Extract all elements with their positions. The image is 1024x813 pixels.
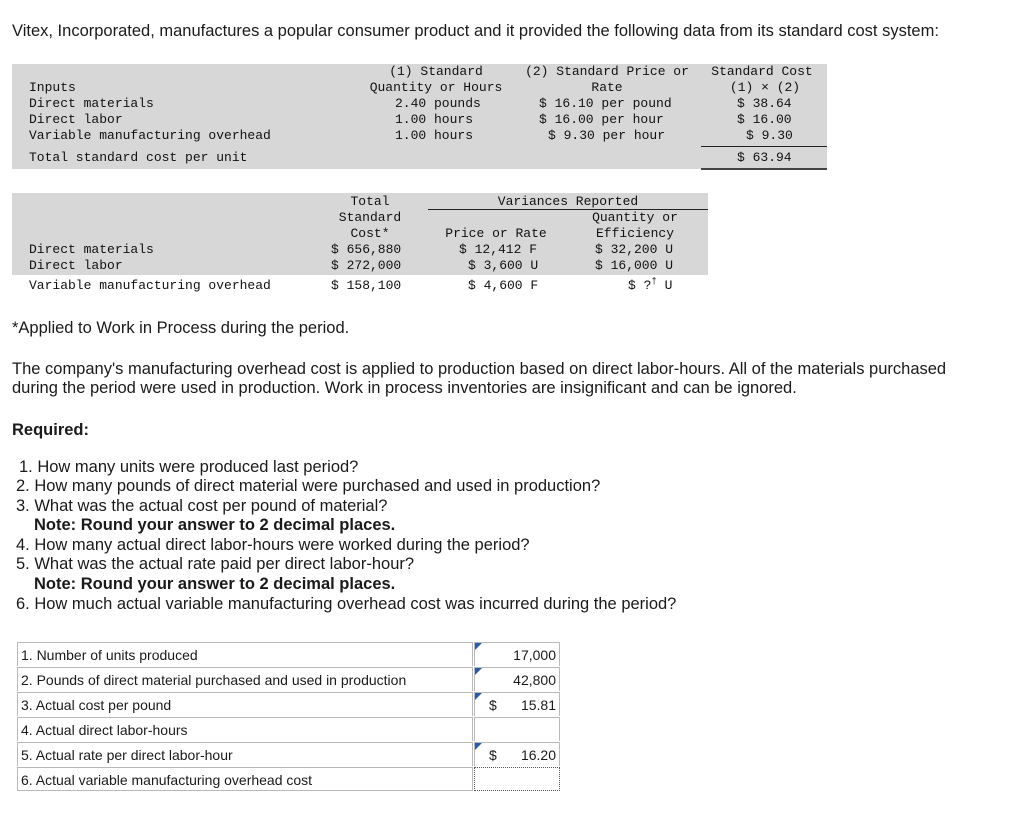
answer-row xyxy=(17,767,560,792)
variances-reported-header: Variances Reported xyxy=(497,194,639,209)
table2-col1-header-line3: Cost* xyxy=(350,226,390,241)
table1-row-cost: $ 16.00 xyxy=(737,112,792,127)
subtotal-rule xyxy=(701,146,827,147)
table2-col1-header-line1: Total xyxy=(350,194,390,209)
table2-row-qty: $ ?† U xyxy=(628,276,673,293)
answer-input[interactable]: $ 16.20 xyxy=(474,742,560,766)
answer-row xyxy=(17,742,560,767)
table2-row-label: Direct labor xyxy=(29,258,123,273)
table1-total-value: $ 63.94 xyxy=(737,150,792,165)
intro-text: Vitex, Incorporated, manufactures a popular consumer product and it provided the following data from its standard cost system: xyxy=(12,22,939,40)
table1-row-cost: $ 9.30 xyxy=(746,128,793,143)
answer-row xyxy=(17,717,560,742)
table1-row-label: Variable manufacturing overhead xyxy=(29,128,271,143)
table1-col3-header-line1: Standard Cost xyxy=(711,64,813,79)
paragraph-line: The company's manufacturing overhead cost is applied to production based on direct labor-hours. All of the materials purchased xyxy=(12,360,947,378)
answered-flag-icon xyxy=(475,643,482,650)
table2-row-total: $ 158,100 xyxy=(331,278,402,293)
answer-row xyxy=(17,642,560,667)
total-double-rule xyxy=(701,168,827,170)
answer-input[interactable]: $ 15.81 xyxy=(474,692,560,716)
table2-col3-header-line2: Efficiency xyxy=(595,226,674,241)
table1-row-qty: 2.40 pounds xyxy=(395,96,481,111)
answered-flag-icon xyxy=(475,668,482,675)
table2-col3-header-line1: Quantity or xyxy=(592,210,678,225)
table1-row-price: $ 9.30 per hour xyxy=(548,128,666,143)
table1-inputs-label: Inputs xyxy=(29,80,76,95)
question-item: 4. How many actual direct labor-hours were worked during the period? xyxy=(16,536,530,554)
answer-label: 1. Number of units produced xyxy=(17,642,473,666)
answer-input[interactable] xyxy=(474,717,560,741)
table2-row-price: $ 3,600 U xyxy=(468,258,539,273)
table2-row-qty: $ 32,200 U xyxy=(595,242,674,257)
table2-col1-header-line2: Standard xyxy=(338,210,402,225)
table2-row-price: $ 12,412 F xyxy=(459,242,538,257)
answered-flag-icon xyxy=(475,693,482,700)
rounding-note: Note: Round your answer to 2 decimal places. xyxy=(34,575,396,593)
table1-col2-header-line2: Rate xyxy=(591,80,623,95)
answer-input[interactable] xyxy=(474,767,560,791)
answer-label: 6. Actual variable manufacturing overhead cost xyxy=(17,767,473,791)
answer-row xyxy=(17,692,560,717)
table2-row-label: Direct materials xyxy=(29,242,154,257)
question-item: 1. How many units were produced last period? xyxy=(19,458,359,476)
table2-row-qty: $ 16,000 U xyxy=(595,258,674,273)
question-item: 6. How much actual variable manufacturing overhead cost was incurred during the period? xyxy=(16,595,677,613)
answered-flag-icon xyxy=(475,743,482,750)
table1-col1-header-line2: Quantity or Hours xyxy=(369,80,503,95)
table1-row-label: Direct materials xyxy=(29,96,154,111)
table1-row-qty: 1.00 hours xyxy=(395,128,474,143)
table1-col1-header-line1: (1) Standard xyxy=(389,64,483,79)
table1-row-price: $ 16.00 per hour xyxy=(539,112,664,127)
question-item: 2. How many pounds of direct material were purchased and used in production? xyxy=(16,477,601,495)
answer-input[interactable]: 42,800 xyxy=(474,667,560,691)
table1-row-label: Direct labor xyxy=(29,112,123,127)
table2-row-price: $ 4,600 F xyxy=(468,278,539,293)
answer-label: 4. Actual direct labor-hours xyxy=(17,717,473,741)
table2-col2-header: Price or Rate xyxy=(445,226,547,241)
table1-row-cost: $ 38.64 xyxy=(737,96,792,111)
answer-label: 2. Pounds of direct material purchased and used in production xyxy=(17,667,473,691)
question-item: 5. What was the actual rate paid per direct labor-hour? xyxy=(16,555,415,573)
table1-row-qty: 1.00 hours xyxy=(395,112,474,127)
table1-row-price: $ 16.10 per pound xyxy=(539,96,672,111)
answer-input[interactable]: 17,000 xyxy=(474,642,560,666)
table1-col2-header-line1: (2) Standard Price or xyxy=(525,64,689,79)
answer-label: 5. Actual rate per direct labor-hour xyxy=(17,742,473,766)
rounding-note: Note: Round your answer to 2 decimal places. xyxy=(34,516,396,534)
answer-table xyxy=(17,642,560,792)
required-heading: Required: xyxy=(12,421,90,439)
paragraph-line: during the period were used in production. Work in process inventories are insignificant and can be ignored. xyxy=(12,379,797,397)
question-item: 3. What was the actual cost per pound of material? xyxy=(16,497,388,515)
footnote: *Applied to Work in Process during the period. xyxy=(12,319,350,337)
answer-label: 3. Actual cost per pound xyxy=(17,692,473,716)
table2-row-total: $ 656,880 xyxy=(331,242,402,257)
table2-row-label: Variable manufacturing overhead xyxy=(29,278,271,293)
answer-row xyxy=(17,667,560,692)
table1-total-label: Total standard cost per unit xyxy=(29,150,248,165)
table2-row-total: $ 272,000 xyxy=(331,258,402,273)
table1-col3-header-line2: (1) × (2) xyxy=(729,80,801,95)
